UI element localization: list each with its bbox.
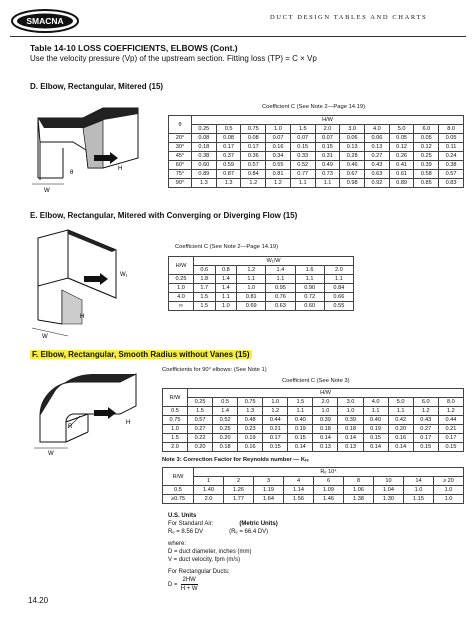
note3-caption: Note 3: Correction Factor for Reynolds number — Kᵣₑ	[162, 457, 309, 463]
section-f-caption1: Coefficients for 90° elbows: (See Note 1)	[162, 367, 267, 373]
d-table-cell: 0.25	[414, 152, 439, 161]
us-standard-air: For Standard Air:	[168, 521, 214, 527]
f-table-row	[163, 434, 464, 443]
d-table-cell: 1.1	[315, 179, 340, 188]
d-label-theta: θ	[70, 170, 74, 176]
f-table-row	[163, 425, 464, 434]
d-table-cell: 0.27	[365, 152, 390, 161]
f-label-h: H	[126, 420, 131, 426]
d-table-cell: 0.77	[290, 170, 315, 179]
d-table-row	[169, 179, 464, 188]
e-col-header: 2.0	[324, 266, 353, 275]
e-table-cell: 1.1	[237, 275, 266, 284]
d-table-cell: 0.81	[266, 170, 291, 179]
d-table-cell: 0.58	[414, 170, 439, 179]
d-col-header: 0.5	[216, 125, 241, 134]
f-table-cell: 0.15	[413, 443, 438, 452]
d-table-cell: 0.41	[389, 161, 414, 170]
f-table-cell: 1.2	[263, 407, 288, 416]
section-e-caption: Coefficient C (See Note 2—Page 14.19)	[175, 244, 279, 250]
d-table-cell: 0.15	[315, 143, 340, 152]
e-table-cell: 1.8	[194, 275, 216, 284]
re-table-cell: 1.0	[404, 486, 434, 495]
re-col-header: 6	[314, 477, 344, 486]
f-table-row	[163, 443, 464, 452]
f-table-cell: 0.15	[288, 434, 313, 443]
f-table-cell: 0.21	[263, 425, 288, 434]
d-table-row	[169, 134, 464, 143]
d-table-cell: 1.1	[290, 179, 315, 188]
d-col-header: 2.0	[315, 125, 340, 134]
def-d: D = duct diameter, inches (mm)	[168, 549, 252, 555]
section-e-title: E. Elbow, Rectangular, Mitered with Converging or Diverging Flow (15)	[30, 211, 298, 220]
d-table-cell: 0.57	[439, 170, 464, 179]
f-table-cell: 0.27	[413, 425, 438, 434]
us-formula: Rₑ = 8.56 DV	[168, 529, 204, 535]
d-table-cell: 0.36	[241, 152, 266, 161]
e-table-cell: 0.55	[324, 302, 353, 311]
f-table-cell: 1.0	[338, 407, 363, 416]
e-table-cell: 1.0	[215, 302, 237, 311]
def-v: V = duct velocity, fpm (m/s)	[168, 557, 241, 563]
re-table-cell: 1.0	[434, 486, 464, 495]
d-corner-header: θ	[169, 116, 192, 134]
d-col-header: 1.5	[290, 125, 315, 134]
f-label-r: R	[68, 424, 73, 430]
f-col-header: 0.25	[188, 398, 213, 407]
d-col-header: 4.0	[365, 125, 390, 134]
e-table-cell: 0.60	[295, 302, 324, 311]
f-table-row	[163, 416, 464, 425]
formula-fraction	[181, 576, 198, 593]
re-row-label: ≥0.75	[163, 495, 194, 504]
e-table-cell: 1.1	[295, 275, 324, 284]
e-col-header: 1.6	[295, 266, 324, 275]
re-col-header: 8	[344, 477, 374, 486]
d-table-cell: 0.52	[290, 161, 315, 170]
e-table-cell: 0.63	[266, 302, 295, 311]
d-table-cell: 0.73	[315, 170, 340, 179]
f-table-cell: 1.1	[363, 407, 388, 416]
d-table-cell: 0.83	[439, 179, 464, 188]
formula-den: H + W	[180, 586, 198, 592]
d-row-label: 20°	[169, 134, 192, 143]
section-e-table	[168, 256, 354, 311]
re-table-cell: 1.77	[224, 495, 254, 504]
e-col-header: 1.4	[266, 266, 295, 275]
where-label: where:	[168, 541, 187, 547]
d-group-header: H/W	[192, 116, 464, 125]
e-table-cell: 1.1	[215, 293, 237, 302]
d-table-cell: 0.12	[414, 143, 439, 152]
d-table-cell: 0.07	[315, 134, 340, 143]
section-f-table	[162, 388, 464, 452]
f-table-cell: 0.57	[188, 416, 213, 425]
f-table-cell: 0.17	[438, 434, 463, 443]
f-table-cell: 0.19	[363, 425, 388, 434]
table-subtitle: Use the velocity pressure (Vp) of the upstream section. Fitting loss (TP) = C × Vp	[30, 54, 317, 63]
d-table-cell: 0.60	[192, 161, 217, 170]
d-row-label: 60°	[169, 161, 192, 170]
e-table-cell: 1.0	[237, 284, 266, 293]
metric-formula: (Rₑ = 66.4 DV)	[229, 529, 269, 535]
re-table-cell: 1.09	[314, 486, 344, 495]
f-table-cell: 0.15	[438, 443, 463, 452]
re-table-cell: 2.0	[194, 495, 224, 504]
f-table-cell: 1.1	[388, 407, 413, 416]
d-table-cell: 0.84	[241, 170, 266, 179]
re-corner-header: R/W	[163, 468, 194, 486]
f-table-cell: 0.16	[238, 443, 263, 452]
f-table-cell: 0.14	[388, 443, 413, 452]
d-table-cell: 0.15	[290, 143, 315, 152]
d-table-row	[169, 143, 464, 152]
d-table-cell: 0.43	[365, 161, 390, 170]
section-e-figure	[28, 228, 148, 345]
d-table-cell: 0.07	[290, 134, 315, 143]
f-col-header: 0.75	[238, 398, 263, 407]
f-table-cell: 0.17	[263, 434, 288, 443]
e-table-cell: 0.72	[295, 293, 324, 302]
e-table-cell: 0.84	[324, 284, 353, 293]
f-table-cell: 0.14	[313, 434, 338, 443]
f-table-cell: 0.18	[313, 425, 338, 434]
d-col-header: 0.25	[192, 125, 217, 134]
running-title: DUCT DESIGN TABLES AND CHARTS	[270, 14, 428, 21]
e-table-cell: 1.7	[194, 284, 216, 293]
units-block	[168, 512, 278, 593]
f-label-w: W	[48, 451, 54, 456]
d-table-cell: 0.07	[266, 134, 291, 143]
e-group-header: W₁/W	[194, 257, 354, 266]
re-table-cell: 1.06	[344, 486, 374, 495]
f-col-header: 3.0	[338, 398, 363, 407]
f-table-cell: 0.17	[413, 434, 438, 443]
e-label-w: W	[42, 334, 48, 340]
d-table-cell: 0.17	[241, 143, 266, 152]
section-d-caption: Coefficient C (See Note 2—Page 14.19)	[262, 104, 366, 110]
d-row-label: 75°	[169, 170, 192, 179]
f-col-header: 2.0	[313, 398, 338, 407]
d-table-cell: 0.13	[365, 143, 390, 152]
d-table-cell: 0.17	[216, 143, 241, 152]
f-table-cell: 0.15	[263, 443, 288, 452]
f-table-cell: 0.39	[338, 416, 363, 425]
logo-text: SMACNA	[26, 16, 64, 26]
d-label-h: H	[118, 166, 123, 172]
f-col-header: 1.0	[263, 398, 288, 407]
e-table-row	[169, 275, 354, 284]
smacna-logo	[10, 8, 80, 34]
d-table-cell: 0.34	[266, 152, 291, 161]
d-table-cell: 0.85	[414, 179, 439, 188]
d-row-label: 45°	[169, 152, 192, 161]
d-table-cell: 0.67	[340, 170, 365, 179]
d-table-cell: 0.33	[290, 152, 315, 161]
d-table-cell: 0.38	[439, 161, 464, 170]
d-table-cell: 0.06	[365, 134, 390, 143]
re-table-cell: 1.38	[344, 495, 374, 504]
f-corner-header: R/W	[163, 389, 188, 407]
formula-num: 2HW	[182, 577, 196, 583]
d-col-header: 5.0	[389, 125, 414, 134]
d-table-cell: 0.26	[389, 152, 414, 161]
f-table-cell: 0.48	[238, 416, 263, 425]
f-table-cell: 0.14	[288, 443, 313, 452]
section-f-caption2: Coefficient C (See Note 3)	[282, 378, 350, 384]
d-table-cell: 0.06	[340, 134, 365, 143]
section-d-table	[168, 115, 464, 188]
e-table-cell: 1.1	[324, 275, 353, 284]
re-col-header: 4	[284, 477, 314, 486]
re-col-header: 1	[194, 477, 224, 486]
re-col-header: 2	[224, 477, 254, 486]
f-table-cell: 0.14	[338, 434, 363, 443]
f-row-label: 1.5	[163, 434, 188, 443]
re-col-header: 3	[254, 477, 284, 486]
d-table-cell: 0.92	[365, 179, 390, 188]
metric-title: (Metric Units)	[239, 521, 278, 527]
d-col-header: 0.75	[241, 125, 266, 134]
e-table-cell: 0.69	[237, 302, 266, 311]
d-table-cell: 0.11	[439, 143, 464, 152]
d-table-cell: 1.3	[192, 179, 217, 188]
d-table-cell: 0.59	[216, 161, 241, 170]
f-table-cell: 0.19	[288, 425, 313, 434]
d-col-header: 8.0	[439, 125, 464, 134]
e-table-cell: 0.81	[237, 293, 266, 302]
d-table-cell: 0.89	[389, 179, 414, 188]
f-table-cell: 0.15	[363, 434, 388, 443]
e-row-label: 4.0	[169, 293, 194, 302]
section-f-title: F. Elbow, Rectangular, Smooth Radius without Vanes (15)	[32, 350, 250, 359]
f-table-cell: 0.25	[213, 425, 238, 434]
e-col-header: 1.2	[237, 266, 266, 275]
re-table-row	[163, 486, 464, 495]
d-table-row	[169, 152, 464, 161]
d-table-cell: 0.57	[241, 161, 266, 170]
e-table-cell: 1.4	[215, 275, 237, 284]
f-table-cell: 0.43	[413, 416, 438, 425]
d-table-cell: 0.63	[365, 170, 390, 179]
f-table-cell: 1.5	[188, 407, 213, 416]
f-table-cell: 0.19	[238, 434, 263, 443]
d-col-header: 6.0	[414, 125, 439, 134]
d-col-header: 1.0	[266, 125, 291, 134]
f-table-cell: 0.40	[363, 416, 388, 425]
f-col-header: 5.0	[388, 398, 413, 407]
f-col-header: 1.5	[288, 398, 313, 407]
re-table-cell: 1.26	[224, 486, 254, 495]
f-table-cell: 0.23	[238, 425, 263, 434]
f-table-cell: 1.3	[238, 407, 263, 416]
f-table-cell: 0.20	[188, 443, 213, 452]
page-number: 14.20	[28, 596, 49, 605]
f-table-cell: 0.20	[388, 425, 413, 434]
d-table-cell: 0.98	[340, 179, 365, 188]
e-table-cell: 0.66	[324, 293, 353, 302]
re-table-cell: 1.15	[404, 495, 434, 504]
f-table-cell: 1.1	[288, 407, 313, 416]
d-table-cell: 0.55	[266, 161, 291, 170]
d-table-cell: 0.89	[192, 170, 217, 179]
re-table-cell: 1.14	[284, 486, 314, 495]
f-table-cell: 1.0	[313, 407, 338, 416]
f-table-cell: 0.20	[213, 434, 238, 443]
e-row-label: ∞	[169, 302, 194, 311]
f-row-label: 0.75	[163, 416, 188, 425]
f-table-cell: 0.16	[388, 434, 413, 443]
f-table-cell: 0.18	[338, 425, 363, 434]
re-table-cell: 1.46	[314, 495, 344, 504]
d-table-cell: 0.18	[192, 143, 217, 152]
re-col-header: 10	[374, 477, 404, 486]
re-table-cell: 1.19	[254, 486, 284, 495]
e-label-w1: W₁	[120, 272, 128, 278]
d-table-cell: 0.31	[315, 152, 340, 161]
f-group-header: H/W	[188, 389, 464, 398]
reynolds-table	[162, 467, 464, 504]
f-row-label: 2.0	[163, 443, 188, 452]
e-table-cell: 0.76	[266, 293, 295, 302]
rect-label: For Rectangular Ducts:	[168, 569, 230, 575]
e-row-label: 1.0	[169, 284, 194, 293]
d-row-label: 30°	[169, 143, 192, 152]
table-title: Table 14-10 LOSS COEFFICIENTS, ELBOWS (Cont.)	[30, 43, 238, 53]
d-table-cell: 0.24	[439, 152, 464, 161]
d-table-cell: 0.05	[414, 134, 439, 143]
f-col-header: 0.5	[213, 398, 238, 407]
header-rule	[10, 36, 466, 37]
f-table-cell: 1.2	[413, 407, 438, 416]
section-f-figure	[28, 370, 156, 461]
e-table-cell: 1.5	[194, 293, 216, 302]
d-table-cell: 0.12	[389, 143, 414, 152]
formula-lhs: D =	[168, 581, 178, 588]
re-row-label: 0.5	[163, 486, 194, 495]
f-table-cell: 0.44	[263, 416, 288, 425]
f-table-cell: 0.13	[338, 443, 363, 452]
d-table-cell: 0.28	[340, 152, 365, 161]
f-table-cell: 1.4	[213, 407, 238, 416]
f-row-label: 0.5	[163, 407, 188, 416]
f-table-cell: 0.44	[438, 416, 463, 425]
us-units-title: U.S. Units	[168, 513, 197, 519]
d-table-cell: 0.38	[192, 152, 217, 161]
f-table-cell: 0.14	[363, 443, 388, 452]
d-table-cell: 1.2	[266, 179, 291, 188]
d-table-cell: 0.61	[389, 170, 414, 179]
f-table-cell: 0.22	[188, 434, 213, 443]
re-table-cell: 1.56	[284, 495, 314, 504]
d-table-cell: 0.08	[216, 134, 241, 143]
re-table-cell: 1.64	[254, 495, 284, 504]
d-table-cell: 1.2	[241, 179, 266, 188]
f-table-cell: 0.39	[313, 416, 338, 425]
d-table-cell: 0.46	[340, 161, 365, 170]
f-table-cell: 0.18	[213, 443, 238, 452]
e-col-header: 0.8	[215, 266, 237, 275]
d-table-cell: 0.49	[315, 161, 340, 170]
d-table-cell: 0.05	[389, 134, 414, 143]
re-col-header: 14	[404, 477, 434, 486]
f-table-cell: 0.40	[288, 416, 313, 425]
e-label-h: H	[80, 314, 85, 320]
re-group-header: Rₑ 10⁴	[194, 468, 464, 477]
re-table-cell: 1.40	[194, 486, 224, 495]
d-table-cell: 0.16	[266, 143, 291, 152]
f-table-cell: 0.27	[188, 425, 213, 434]
section-d-title: D. Elbow, Rectangular, Mitered (15)	[30, 82, 164, 91]
re-table-cell: 1.0	[434, 495, 464, 504]
d-table-cell: 0.39	[414, 161, 439, 170]
e-table-cell: 0.95	[266, 284, 295, 293]
re-table-cell: 1.04	[374, 486, 404, 495]
f-col-header: 6.0	[413, 398, 438, 407]
f-table-cell: 0.42	[388, 416, 413, 425]
f-table-row	[163, 407, 464, 416]
f-col-header: 4.0	[363, 398, 388, 407]
e-table-cell: 1.1	[266, 275, 295, 284]
d-table-cell: 0.08	[241, 134, 266, 143]
f-table-cell: 0.13	[313, 443, 338, 452]
f-row-label: 1.0	[163, 425, 188, 434]
re-col-header: ≥ 20	[434, 477, 464, 486]
f-col-header: 8.0	[438, 398, 463, 407]
d-table-row	[169, 161, 464, 170]
section-d-figure	[28, 100, 148, 205]
d-label-w: W	[44, 188, 50, 194]
d-table-cell: 0.87	[216, 170, 241, 179]
e-table-row	[169, 293, 354, 302]
d-row-label: 90°	[169, 179, 192, 188]
e-table-cell: 0.90	[295, 284, 324, 293]
d-table-cell: 1.3	[216, 179, 241, 188]
e-table-cell: 1.5	[194, 302, 216, 311]
f-table-cell: 0.52	[213, 416, 238, 425]
d-table-cell: 0.05	[439, 134, 464, 143]
d-col-header: 3.0	[340, 125, 365, 134]
f-table-cell: 1.2	[438, 407, 463, 416]
d-table-cell: 0.08	[192, 134, 217, 143]
d-table-cell: 0.37	[216, 152, 241, 161]
e-table-row	[169, 302, 354, 311]
e-row-label: 0.25	[169, 275, 194, 284]
re-table-row	[163, 495, 464, 504]
e-col-header: 0.6	[194, 266, 216, 275]
e-corner-header: H/W	[169, 257, 194, 275]
e-table-cell: 1.4	[215, 284, 237, 293]
e-table-row	[169, 284, 354, 293]
d-table-row	[169, 170, 464, 179]
d-table-cell: 0.13	[340, 143, 365, 152]
re-table-cell: 1.30	[374, 495, 404, 504]
f-table-cell: 0.21	[438, 425, 463, 434]
